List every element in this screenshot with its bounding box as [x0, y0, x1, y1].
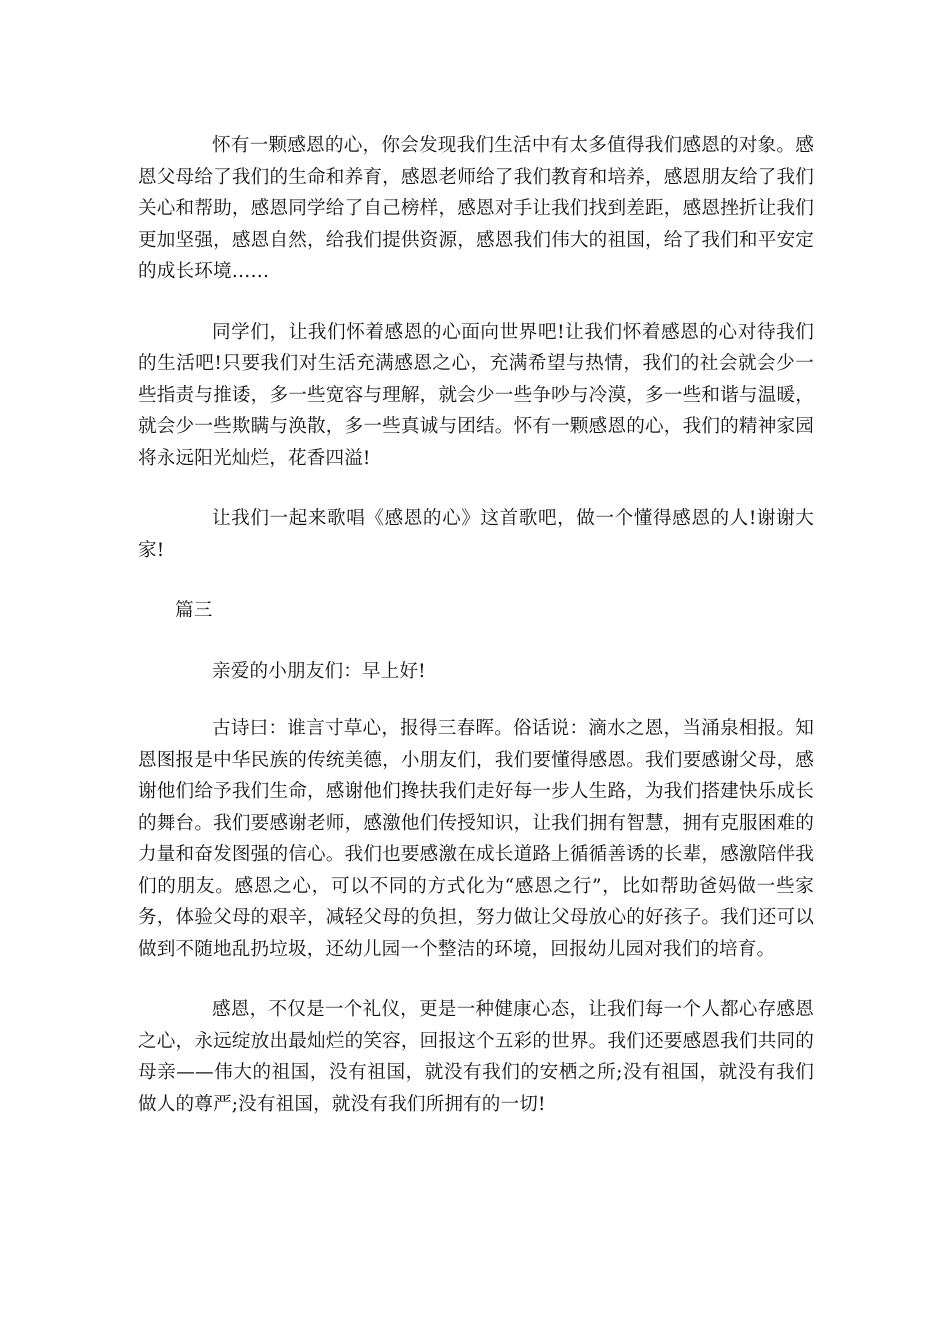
section-title: 篇三	[175, 600, 213, 621]
paragraph-sing-song: 让我们一起来歌唱《感恩的心》这首歌吧，做一个懂得感恩的人!谢谢大家!	[138, 508, 814, 561]
paragraph-gratitude-objects: 怀有一颗感恩的心，你会发现我们生活中有太多值得我们感恩的对象。感恩父母给了我们的生命和养育，感恩老师给了我们教育和培养，感恩朋友给了我们关心和帮助，感恩同学给了自己榜样，感恩对手让我们找到差距，感恩挫折让我们更加坚强，感恩自然，给我们提供资源，感恩我们伟大的祖国，给了我们和平安定的成长环境……	[138, 135, 814, 282]
paragraph-healthy-mindset: 感恩，不仅是一个礼仪，更是一种健康心态，让我们每一个人都心存感恩之心，永远绽放出最灿烂的笑容，回报这个五彩的世界。我们还要感恩我们共同的母亲——伟大的祖国，没有祖国，就没有我们的安栖之所;没有祖国，就没有我们做人的尊严;没有祖国，就没有我们所拥有的一切!	[138, 999, 814, 1115]
paragraph-ancient-poem: 古诗曰：谁言寸草心，报得三春晖。俗话说：滴水之恩，当涌泉相报。知恩图报是中华民族的传统美德，小朋友们，我们要懂得感恩。我们要感谢父母，感谢他们给予我们生命，感谢他们搀扶我们走好每一步人生路，为我们搭建快乐成长的舞台。我们要感谢老师，感激他们传授知识，让我们拥有智慧，拥有克服困难的力量和奋发图强的信心。我们也要感激在成长道路上循循善诱的长辈，感激陪伴我们的朋友。感恩之心，可以不同的方式化为“感恩之行”，比如帮助爸妈做一些家务，体验父母的艰辛，减轻父母的负担，努力做让父母放心的好孩子。我们还可以做到不随地乱扔垃圾，还幼儿园一个整洁的环境，回报幼儿园对我们的培育。	[138, 718, 814, 960]
document-body	[138, 130, 814, 1149]
greeting-line: 亲爱的小朋友们：早上好!	[212, 660, 426, 682]
paragraph-classmates-call: 同学们，让我们怀着感恩的心面向世界吧!让我们怀着感恩的心对待我们的生活吧!只要我们对生活充满感恩之心，充满希望与热情，我们的社会就会少一些指责与推诿，多一些宽容与理解，就会少一些争吵与冷漠，多一些和谐与温暖，就会少一些欺瞒与涣散，多一些真诚与团结。怀有一颗感恩的心，我们的精神家园将永远阳光灿烂，花香四溢!	[138, 321, 814, 469]
